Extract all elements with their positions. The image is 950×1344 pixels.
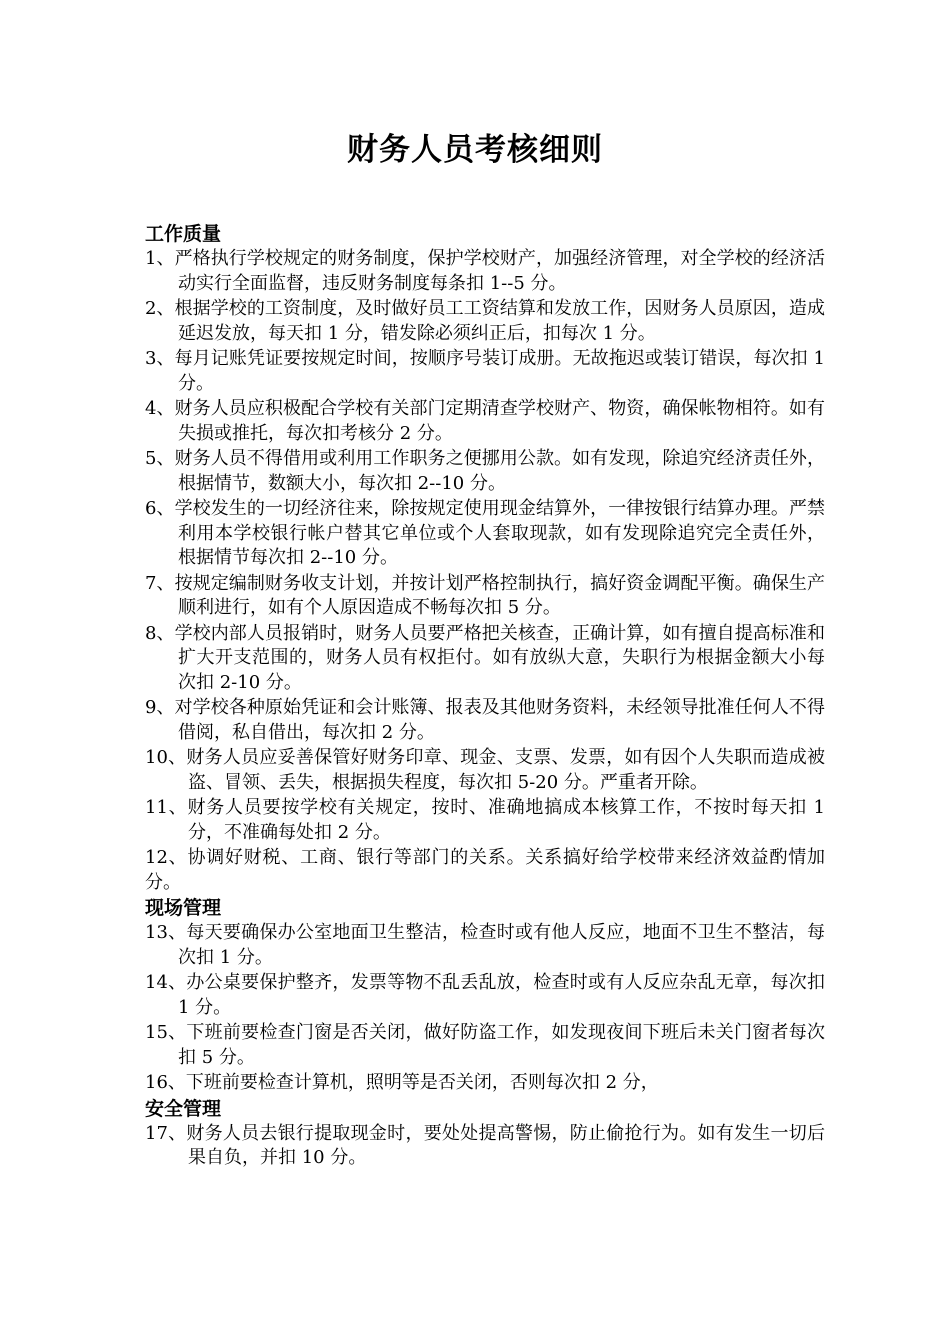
rule-item-8: 8、学校内部人员报销时，财务人员要严格把关核查，正确计算，如有擅自提高标准和扩大开支范围的，财务人员有权拒付。如有放纵大意，失职行为根据金额大小每次扣 2-10 分。 — [145, 622, 825, 693]
section-heading-work-quality: 工作质量 — [145, 223, 222, 245]
rule-item-17: 17、财务人员去银行提取现金时，要处处提高警惕，防止偷抢行为。如有发生一切后果自负，并扣 10 分。 — [145, 1122, 825, 1168]
page-title: 财务人员考核细则 — [347, 132, 603, 168]
rule-item-14: 14、办公桌要保护整齐，发票等物不乱丢乱放，检查时或有人反应杂乱无章，每次扣 1 分。 — [145, 972, 825, 1018]
rule-item-15: 15、下班前要检查门窗是否关闭，做好防盗工作，如发现夜间下班后未关门窗者每次扣 5 分。 — [145, 1022, 825, 1068]
rule-item-11: 11、财务人员要按学校有关规定，按时、准确地搞成本核算工作，不按时每天扣 1 分，不准确每处扣 2 分。 — [145, 797, 825, 843]
rule-item-4: 4、财务人员应积极配合学校有关部门定期清查学校财产、物资，确保帐物相符。如有失损或推托，每次扣考核分 2 分。 — [145, 398, 825, 444]
rule-item-7: 7、按规定编制财务收支计划，并按计划严格控制执行，搞好资金调配平衡。确保生产顺利进行，如有个人原因造成不畅每次扣 5 分。 — [145, 572, 825, 618]
rule-item-6: 6、学校发生的一切经济往来，除按规定使用现金结算外，一律按银行结算办理。严禁利用本学校银行帐户替其它单位或个人套取现款，如有发现除追究完全责任外，根据情节每次扣 2--10 分。 — [145, 498, 825, 568]
rule-item-3: 3、每月记账凭证要按规定时间，按顺序号装订成册。无故拖迟或装订错误，每次扣 1 分。 — [145, 348, 825, 394]
rule-item-16: 16、下班前要检查计算机，照明等是否关闭，否则每次扣 2 分， — [145, 1072, 659, 1093]
document-body — [145, 222, 825, 1172]
rule-item-2: 2、根据学校的工资制度，及时做好员工工资结算和发放工作，因财务人员原因，造成延迟发放，每天扣 1 分，错发除必须纠正后，扣每次 1 分。 — [145, 298, 825, 344]
section-heading-site-management: 现场管理 — [145, 897, 222, 919]
rule-item-13: 13、每天要确保办公室地面卫生整洁，检查时或有他人反应，地面不卫生不整洁，每次扣 1 分。 — [145, 922, 825, 968]
rule-item-5: 5、财务人员不得借用或利用工作职务之便挪用公款。如有发现，除追究经济责任外，根据情节，数额大小，每次扣 2--10 分。 — [145, 448, 825, 494]
rule-item-9: 9、对学校各种原始凭证和会计账簿、报表及其他财务资料，未经领导批准任何人不得借阅，私自借出，每次扣 2 分。 — [145, 697, 825, 743]
section-heading-safety-management: 安全管理 — [145, 1097, 222, 1120]
rule-item-1: 1、严格执行学校规定的财务制度，保护学校财产，加强经济管理，对全学校的经济活动实行全面监督，违反财务制度每条扣 1--5 分。 — [145, 248, 825, 294]
rule-item-12: 12、协调好财税、工商、银行等部门的关系。关系搞好给学校带来经济效益酌情加分。 — [145, 847, 825, 893]
rule-item-10: 10、财务人员应妥善保管好财务印章、现金、支票、发票，如有因个人失职而造成被盗、冒领、丢失，根据损失程度，每次扣 5-20 分。严重者开除。 — [145, 747, 825, 793]
